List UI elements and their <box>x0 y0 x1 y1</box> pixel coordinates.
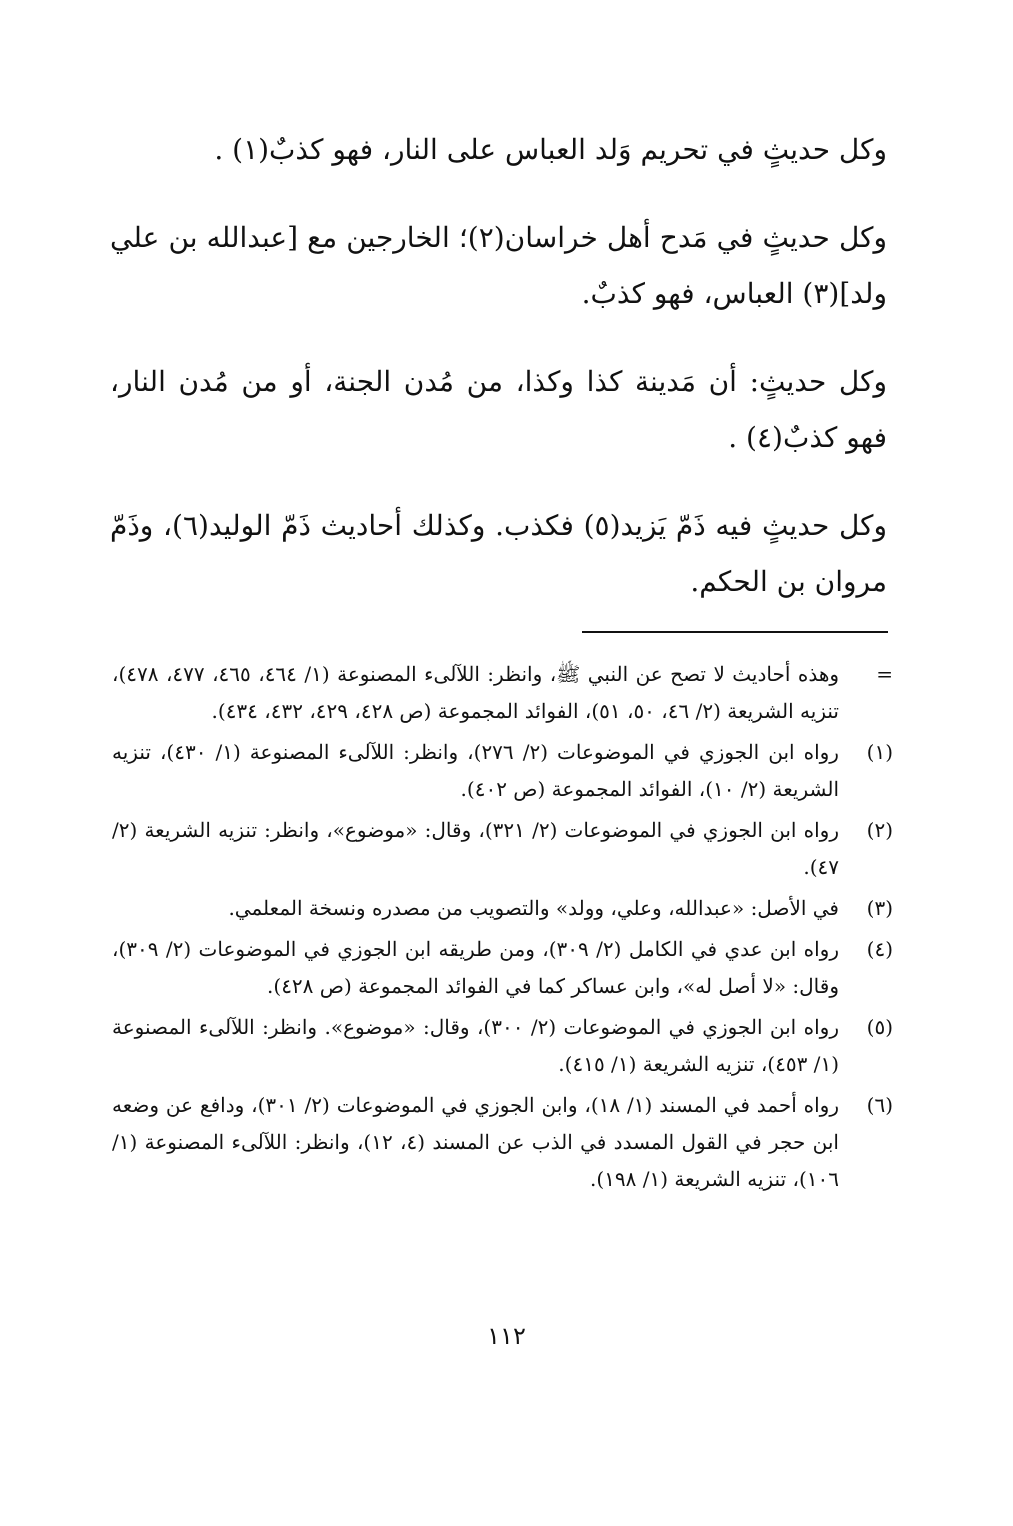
paragraph: وكل حديثٍ فيه ذَمّ يَزيد(٥) فكذب. وكذلك أحاديث ذَمّ الوليد(٦)، وذَمّ مروان بن الحكم. <box>110 509 888 598</box>
footnote-divider <box>582 631 888 633</box>
footnotes <box>112 656 893 1202</box>
footnote-marker: (٥) <box>866 1015 893 1039</box>
footnote-text: رواه ابن الجوزي في الموضوعات (٢/ ٢٧٦)، وانظر: اللآلىء المصنوعة (١/ ٤٣٠)، تنزيه الشريعة (٢/ ١٠)، الفوائد المجموعة (ص ٤٠٢). <box>112 740 839 801</box>
footnote-text: رواه ابن الجوزي في الموضوعات (٢/ ٣٠٠)، وقال: «موضوع». وانظر: اللآلىء المصنوعة (١/ ٤٥٣)، تنزيه الشريعة (١/ ٤١٥). <box>112 1015 839 1076</box>
footnote-marker: (٢) <box>866 818 893 842</box>
paragraph: وكل حديثٍ: أن مَدينة كذا وكذا، من مُدن الجنة، أو من مُدن النار، فهو كذبٌ(٤) . <box>110 365 887 454</box>
main-text <box>110 122 887 610</box>
footnote <box>112 1087 893 1198</box>
footnote-text: رواه ابن الجوزي في الموضوعات (٢/ ٣٢١)، وقال: «موضوع»، وانظر: تنزيه الشريعة (٢/ ٤٧). <box>112 818 839 879</box>
footnote-marker: (١) <box>866 740 893 764</box>
footnote-marker: (٦) <box>866 1093 893 1117</box>
footnote <box>112 1009 893 1083</box>
footnote-text: رواه أحمد في المسند (١/ ١٨)، وابن الجوزي في الموضوعات (٢/ ٣٠١)، ودافع عن وضعه ابن حجر في القول المسدد في الذب عن المسند (٤، ١٢)، وانظر: اللآلىء المصنوعة (١/ ١٠٦)، تنزيه الشريعة (١/ ١٩٨). <box>112 1093 839 1191</box>
footnote <box>112 734 893 808</box>
paragraph: وكل حديثٍ في مَدح أهل خراسان(٢)؛ الخارجين مع [عبدالله بن علي ولد](٣) العباس، فهو كذبٌ. <box>110 221 887 310</box>
paragraph: وكل حديثٍ في تحريم وَلد العباس على النار، فهو كذبٌ(١) . <box>214 133 887 166</box>
footnote <box>112 890 893 927</box>
footnote-text: وهذه أحاديث لا تصح عن النبي ﷺ، وانظر: اللآلىء المصنوعة (١/ ٤٦٤، ٤٦٥، ٤٧٧، ٤٧٨)، تنزيه الشريعة (٢/ ٤٦، ٥٠، ٥١)، الفوائد المجموعة (ص ٤٢٨، ٤٢٩، ٤٣٢، ٤٣٤). <box>112 662 840 723</box>
footnote <box>112 812 893 886</box>
footnote-marker: (٣) <box>866 896 893 920</box>
footnote-marker: = <box>876 662 893 686</box>
footnote <box>112 656 893 730</box>
footnote <box>112 931 893 1005</box>
footnote-marker: (٤) <box>866 937 893 961</box>
footnote-text: في الأصل: «عبدالله، وعلي، وولد» والتصويب من مصدره ونسخة المعلمي. <box>228 896 839 920</box>
page-number: ١١٢ <box>487 1322 526 1350</box>
footnote-text: رواه ابن عدي في الكامل (٢/ ٣٠٩)، ومن طريقه ابن الجوزي في الموضوعات (٢/ ٣٠٩)، وقال: «لا أصل له»، وابن عساكر كما في الفوائد المجموعة (ص ٤٢٨). <box>112 937 839 998</box>
